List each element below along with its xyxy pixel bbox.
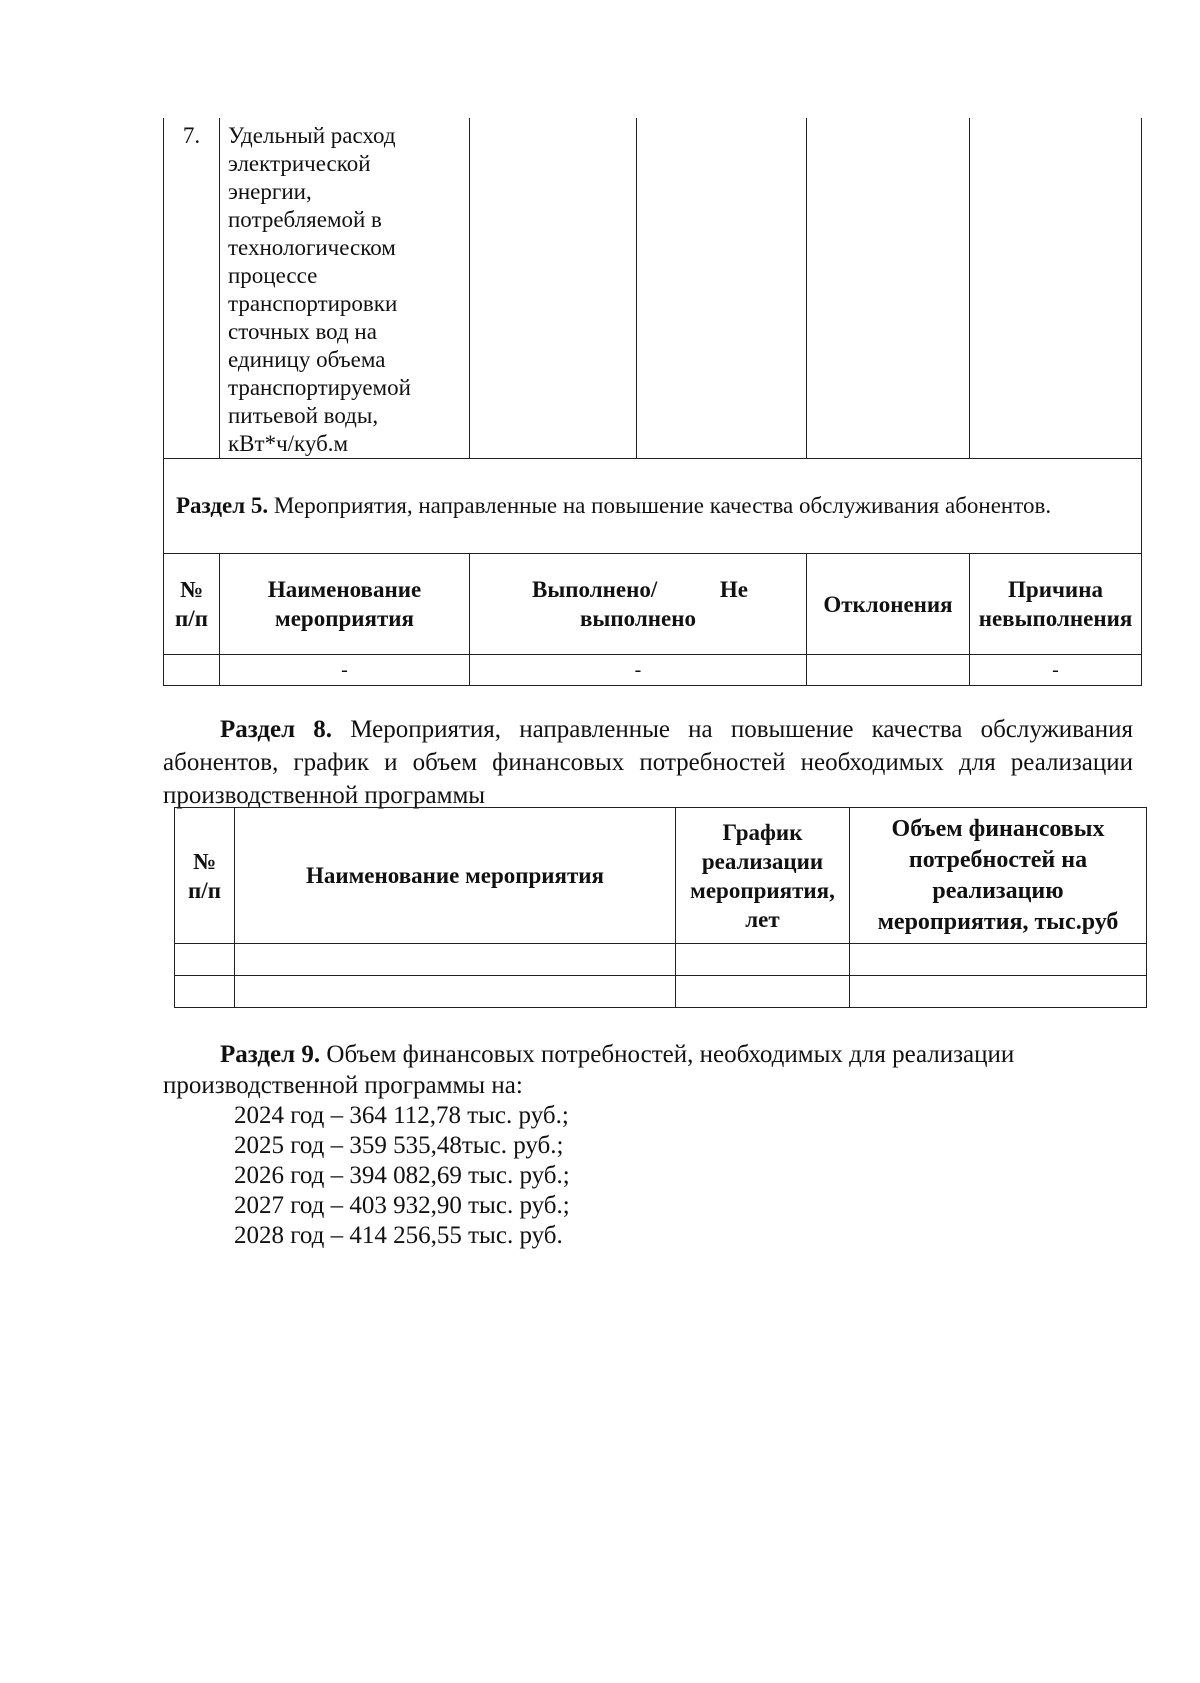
table-cell (676, 976, 850, 1008)
section-eight-table (174, 807, 1147, 1008)
data-done-cell: - (470, 655, 807, 686)
header-done-not-done (470, 554, 807, 655)
indicator-name-line: сточных вод на (228, 319, 377, 344)
header-reason (970, 554, 1142, 655)
table-cell (175, 976, 235, 1008)
indicator-row-7 (164, 118, 1142, 459)
header-number (164, 554, 220, 655)
section-eight-line (163, 713, 1133, 746)
header-volume-line: мероприятия, тыс.руб (877, 908, 1119, 935)
header-event-name-line: мероприятия (275, 606, 414, 631)
table-cell (676, 944, 850, 976)
section-nine-line: производственной программы на: (163, 1072, 523, 1099)
header-reason-line: Причина (1008, 577, 1103, 602)
section-five-title-row (164, 459, 1142, 554)
indicator-value-cell (470, 118, 637, 459)
header-financial-volume (850, 808, 1147, 944)
table-cell (235, 976, 676, 1008)
table-row (175, 944, 1147, 976)
data-reason-cell: - (970, 655, 1142, 686)
indicator-name-cell (220, 118, 470, 459)
section-eight-line: абонентов, график и объем финансовых потребностей необходимых для реализации (163, 749, 1133, 776)
section-eight-line: производственной программы (163, 782, 486, 809)
table-cell (850, 976, 1147, 1008)
section-five-label: Раздел 5. (176, 493, 269, 518)
section-five-header-row (164, 554, 1142, 655)
header-number-line: п/п (188, 877, 221, 903)
header-event-name: Наименование мероприятия (235, 808, 676, 944)
table-cell (850, 944, 1147, 976)
indicator-value-cell (970, 118, 1142, 459)
indicator-name-line: процессе (228, 263, 318, 288)
indicator-name-line: транспортируемой (228, 375, 411, 400)
data-number-cell (164, 655, 220, 686)
section-nine-line (163, 1039, 1133, 1070)
list-item: 2025 год – 359 535,48тыс. руб.; (234, 1132, 564, 1159)
section-nine-paragraph (163, 1039, 1133, 1101)
indicator-name-line: кВт*ч/куб.м (228, 431, 349, 456)
header-done-line: выполнено (580, 606, 696, 631)
indicator-name-line: электрической (228, 151, 371, 176)
header-done-part: Выполнено/ (532, 577, 658, 602)
table-cell (175, 944, 235, 976)
financial-amounts-list (234, 1101, 570, 1251)
section-nine-text: Объем финансовых потребностей, необходимых для реализации (320, 1041, 1015, 1068)
header-event-name-line: Наименование (267, 577, 422, 602)
header-schedule-line: График (722, 819, 803, 845)
header-volume-line: реализацию (932, 877, 1064, 904)
indicator-number-cell: 7. (164, 118, 220, 459)
indicator-name-line: технологическом (228, 235, 396, 260)
list-item: 2026 год – 394 082,69 тыс. руб.; (234, 1162, 570, 1189)
section-eight-header-row (175, 808, 1147, 944)
data-name-cell: - (220, 655, 470, 686)
header-number-line: п/п (175, 606, 208, 631)
header-volume-line: Объем финансовых (891, 815, 1105, 842)
header-event-name (220, 554, 470, 655)
indicator-name-line: единицу объема (228, 347, 386, 372)
section-five-data-row (164, 655, 1142, 686)
header-deviations: Отклонения (807, 554, 970, 655)
indicators-and-section-five-table (163, 118, 1142, 686)
indicator-name-line: потребляемой в (228, 207, 382, 232)
header-number (175, 808, 235, 944)
header-reason-line: невыполнения (978, 606, 1133, 631)
header-not-part: Не (719, 577, 748, 602)
section-eight-label: Раздел 8. (220, 716, 333, 743)
table-cell (235, 944, 676, 976)
list-item: 2028 год – 414 256,55 тыс. руб. (234, 1222, 563, 1249)
data-deviation-cell (807, 655, 970, 686)
header-schedule-line: реализации (701, 848, 824, 874)
header-number-line: № (192, 848, 217, 874)
list-item: 2027 год – 403 932,90 тыс. руб.; (234, 1192, 570, 1219)
header-schedule-line: мероприятия, (690, 877, 835, 903)
indicator-name-line: транспортировки (228, 291, 398, 316)
table-row (175, 976, 1147, 1008)
indicator-name-line: Удельный расход (228, 123, 396, 148)
section-nine-label: Раздел 9. (220, 1041, 321, 1068)
section-eight-text: Мероприятия, направленные на повышение качества обслуживания (332, 716, 1134, 743)
indicator-name-line: питьевой воды, (228, 403, 379, 428)
section-five-text: Мероприятия, направленные на повышение качества обслуживания абонентов. (268, 493, 1052, 518)
header-done-line (470, 575, 806, 604)
header-volume-line: потребностей на (908, 846, 1088, 873)
indicator-name-line: энергии, (228, 179, 312, 204)
header-number-line: № (179, 577, 204, 602)
header-schedule (676, 808, 850, 944)
list-item: 2024 год – 364 112,78 тыс. руб.; (234, 1102, 569, 1129)
indicator-value-cell (637, 118, 807, 459)
section-five-title (164, 459, 1142, 554)
section-eight-paragraph (163, 713, 1133, 812)
header-schedule-line: лет (745, 906, 780, 932)
indicator-value-cell (807, 118, 970, 459)
